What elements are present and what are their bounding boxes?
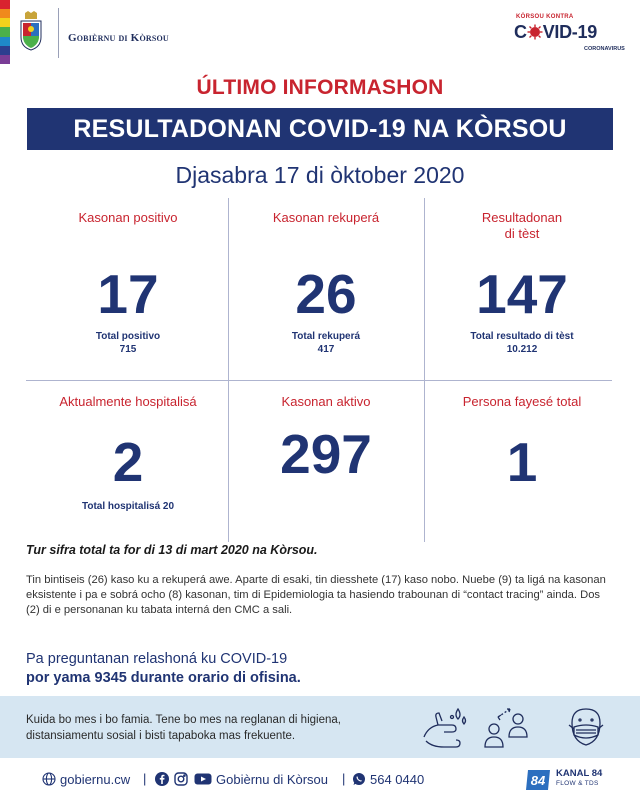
covid-logo-title — [514, 22, 597, 43]
stat-deceased-title: Persona fayesé total — [462, 394, 582, 409]
stat-tests — [424, 210, 620, 356]
tips-text-line-2: distansiamentu sosial i bisti tapaboka mas frekuente. — [26, 730, 296, 742]
virus-icon — [527, 24, 543, 40]
footer-website[interactable]: gobiernu.cw — [60, 772, 131, 787]
stat-recovered — [228, 210, 424, 356]
footer-separator-1: | — [143, 771, 147, 786]
kanal-sub: FLOW & TDS — [556, 780, 599, 787]
stat-recovered-total-label: Total rekuperá — [291, 331, 361, 342]
tips-text-line-1: Kuida bo mes i bo famia. Tene bo mes na reglanan di higiena, — [26, 714, 341, 726]
stat-tests-title-2: di tèst — [504, 226, 540, 241]
report-date: Djasabra 17 di òktober 2020 — [175, 162, 465, 188]
stat-recovered-total-value: 417 — [317, 344, 335, 355]
stat-deceased-value: 1 — [506, 431, 538, 493]
stat-recovered-value: 26 — [295, 263, 357, 325]
youtube-icon[interactable] — [194, 772, 212, 786]
header-bar — [0, 0, 640, 64]
stat-hospitalized-title: Aktualmente hospitalisá — [59, 394, 197, 409]
stat-positive-total-value: 715 — [119, 344, 137, 355]
kanal-name: KANAL 84 — [556, 768, 603, 779]
color-stripe — [0, 0, 10, 64]
stat-tests-title-1: Resultadonan — [481, 210, 563, 225]
stat-tests-total-value: 10.212 — [506, 344, 538, 355]
facebook-icon[interactable] — [155, 772, 169, 786]
stat-active — [228, 394, 424, 484]
tips-text — [26, 712, 406, 744]
footer-phone[interactable]: 564 0440 — [370, 772, 425, 787]
summary-paragraph: Tin bintiseis (26) kaso ku a rekuperá awe. Aparte di esaki, tin diesshete (17) kaso nobo. Nuebe (9) ta ligá na kasonan eksistente i pa e sobrá ocho (8) kasonan, tim di Epidemiologia ta hasiendo trabounan di “contact tracing” ainda. Dos (2) di e personanan ku tabata interná den CMC a sali. — [26, 574, 606, 616]
covid-logo-suffix: VID-19 — [542, 22, 597, 42]
government-name: Gobièrnu di Kòrsou — [68, 32, 169, 44]
contact-line-1: Pa preguntanan relashoná ku COVID-19 — [26, 651, 288, 667]
globe-icon — [42, 772, 56, 786]
main-banner: RESULTADONAN COVID-19 NA KÒRSOU — [27, 108, 613, 150]
stat-positive — [30, 210, 226, 356]
stat-hospitalized — [30, 394, 226, 513]
grid-divider-horizontal — [26, 380, 612, 381]
covid-logo-prefix: C — [514, 22, 527, 42]
stat-hospitalized-total: Total hospitalisá 20 — [81, 501, 175, 512]
stat-tests-value: 147 — [476, 263, 568, 325]
stat-deceased — [424, 394, 620, 492]
header-divider — [58, 8, 59, 58]
instagram-icon[interactable] — [174, 772, 188, 786]
kanal84-logo-icon — [524, 768, 552, 792]
stat-active-title: Kasonan aktivo — [281, 394, 371, 409]
stat-positive-total-label: Total positivo — [95, 331, 161, 342]
footer-social-name[interactable]: Gobièrnu di Kòrsou — [216, 772, 329, 787]
covid-logo-kontra: KÒRSOU KONTRA — [516, 14, 574, 20]
stat-tests-total-label: Total resultado di tèst — [470, 331, 574, 342]
face-mask-icon — [560, 701, 612, 753]
footer-separator-2: | — [342, 771, 346, 786]
stat-positive-title: Kasonan positivo — [78, 210, 178, 225]
covid-logo-sub: CORONAVIRUS — [584, 46, 625, 52]
stat-hospitalized-value: 2 — [112, 431, 144, 493]
kanal84-badge-text: 84 — [530, 773, 546, 788]
kicker-title: ÚLTIMO INFORMASHON — [196, 76, 444, 99]
handwash-icon — [418, 701, 470, 753]
whatsapp-icon[interactable] — [352, 772, 366, 786]
social-distance-icon — [480, 701, 532, 753]
coat-of-arms-icon — [19, 11, 43, 51]
totals-note: Tur sifra total ta for di 13 di mart 2020 na Kòrsou. — [26, 543, 318, 557]
stat-active-value: 297 — [280, 423, 372, 485]
contact-line-2: por yama 9345 durante orario di ofisina. — [26, 670, 301, 686]
stat-recovered-title: Kasonan rekuperá — [272, 210, 380, 225]
stat-positive-value: 17 — [97, 263, 159, 325]
